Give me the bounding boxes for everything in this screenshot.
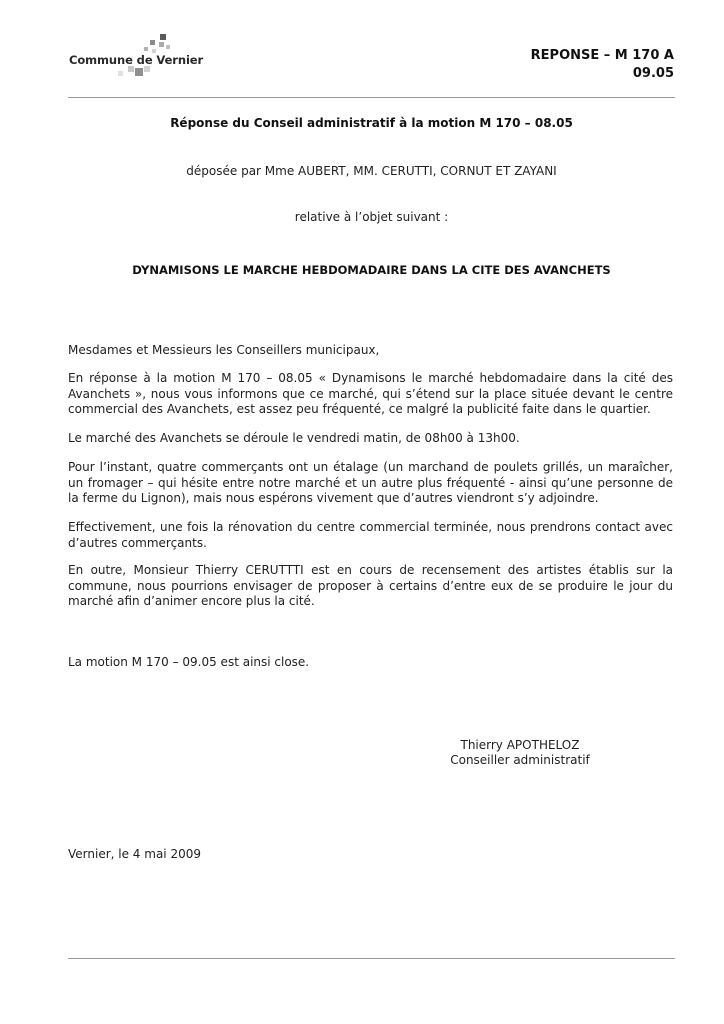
paragraph-merchants: Pour l’instant, quatre commerçants ont un étalage (un marchand de poulets grillés, un maraîcher, un fromager – qui hésite entre notre marché et un autre plus fréquenté - ainsi qu’une personne de la ferme du Lignon), mais nous espérons vivement que d’autres viendront s’y adjoindre. (68, 460, 673, 505)
footer-divider (68, 958, 675, 959)
signatory-name: Thierry APOTHELOZ (460, 738, 580, 752)
relative-to: relative à l’objet suivant : (294, 210, 449, 224)
document-reference (531, 47, 674, 83)
paragraph-artists: En outre, Monsieur Thierry CERUTTTI est en cours de recensement des artistes établis sur la commune, nous pourrions envisager de proposer à certains d’entre eux de se produire le jour du marché afin d’animer encore plus la cité. (68, 563, 673, 608)
document-title: Réponse du Conseil administratif à la motion M 170 – 08.05 (170, 116, 573, 130)
signature-block (420, 738, 620, 768)
reference-year: 09.05 (632, 66, 674, 81)
signatory-role: Conseiller administratif (450, 753, 590, 767)
header-divider (68, 97, 675, 98)
place-and-date: Vernier, le 4 mai 2009 (68, 847, 201, 861)
paragraph-response: En réponse à la motion M 170 – 08.05 « Dynamisons le marché hebdomadaire dans la cité des Avanchets », nous vous informons que ce marché, qui s’étend sur la place située devant le centre commercial des Avanchets, est assez peu fréquenté, ce malgré la publicité faite dans le quartier. (68, 371, 673, 416)
salutation: Mesdames et Messieurs les Conseillers municipaux, (68, 343, 380, 357)
paragraph-renovation: Effectivement, une fois la rénovation du centre commercial terminée, nous prendrons contact avec d’autres commerçants. (68, 520, 673, 550)
commune-logo (68, 33, 208, 83)
paragraph-closing: La motion M 170 – 09.05 est ainsi close. (68, 655, 310, 669)
deposed-by: déposée par Mme AUBERT, MM. CERUTTI, CORNUT ET ZAYANI (186, 164, 557, 178)
paragraph-schedule: Le marché des Avanchets se déroule le vendredi matin, de 08h00 à 13h00. (68, 431, 520, 445)
motion-subject: DYNAMISONS LE MARCHE HEBDOMADAIRE DANS LA CITE DES AVANCHETS (132, 263, 611, 277)
logo-text: Commune de Vernier (69, 53, 204, 67)
reference-number: REPONSE – M 170 A (530, 48, 674, 63)
